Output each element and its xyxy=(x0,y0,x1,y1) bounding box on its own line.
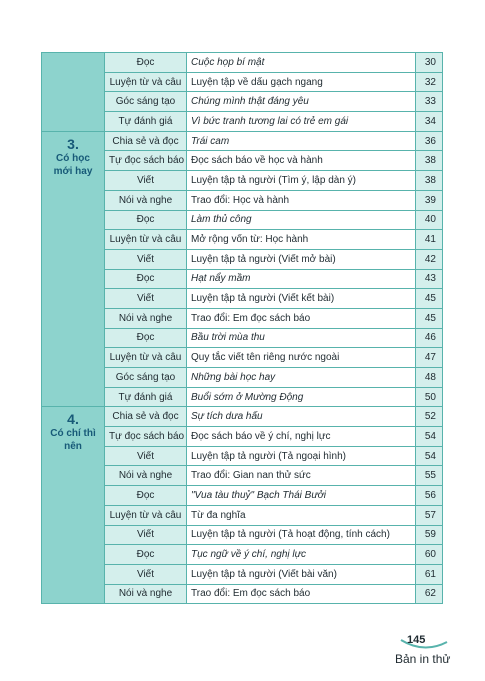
unit-cell xyxy=(42,407,105,604)
activity-cell: Đọc xyxy=(105,545,187,565)
activity-cell: Đọc xyxy=(105,328,187,348)
page-cell: 38 xyxy=(416,171,443,191)
activity-cell: Viết xyxy=(105,446,187,466)
lesson-title-cell: Làm thủ công xyxy=(187,210,416,230)
lesson-title-cell: Luyện tập tả người (Tả hoạt động, tính cách) xyxy=(187,525,416,545)
unit-number: 4. xyxy=(67,411,79,428)
activity-cell: Luyện từ và câu xyxy=(105,230,187,250)
page-cell: 32 xyxy=(416,72,443,92)
page-cell: 45 xyxy=(416,308,443,328)
unit-cell xyxy=(42,131,105,407)
activity-cell: Đọc xyxy=(105,210,187,230)
activity-cell: Luyện từ và câu xyxy=(105,505,187,525)
lesson-title-cell: Trao đổi: Gian nan thử sức xyxy=(187,466,416,486)
lesson-title-cell: Mở rộng vốn từ: Học hành xyxy=(187,230,416,250)
activity-cell: Góc sáng tạo xyxy=(105,92,187,112)
page-cell: 33 xyxy=(416,92,443,112)
activity-cell: Chia sẻ và đọc xyxy=(105,131,187,151)
lesson-title-cell: Vì bức tranh tương lai có trẻ em gái xyxy=(187,112,416,132)
activity-cell: Tự đọc sách báo xyxy=(105,151,187,171)
activity-cell: Đọc xyxy=(105,269,187,289)
footer-note: Bản in thử xyxy=(395,652,451,666)
page-cell: 42 xyxy=(416,249,443,269)
page-cell: 38 xyxy=(416,151,443,171)
lesson-title-cell: Luyện tập tả người (Tìm ý, lập dàn ý) xyxy=(187,171,416,191)
page-cell: 55 xyxy=(416,466,443,486)
page-cell: 39 xyxy=(416,190,443,210)
table-of-contents xyxy=(41,52,443,604)
lesson-title-cell: Trao đổi: Em đọc sách báo xyxy=(187,584,416,604)
page-cell: 54 xyxy=(416,446,443,466)
page-cell: 50 xyxy=(416,387,443,407)
activity-cell: Nói và nghe xyxy=(105,308,187,328)
activity-cell: Viết xyxy=(105,564,187,584)
activity-cell: Luyện từ và câu xyxy=(105,348,187,368)
unit-cell xyxy=(42,53,105,132)
page-cell: 30 xyxy=(416,53,443,73)
lesson-title-cell: Những bài học hay xyxy=(187,368,416,388)
lesson-title-cell: Trái cam xyxy=(187,131,416,151)
table-row xyxy=(42,407,443,427)
lesson-title-cell: Trao đổi: Em đọc sách báo xyxy=(187,308,416,328)
page-cell: 47 xyxy=(416,348,443,368)
table-row xyxy=(42,53,443,73)
page-cell: 36 xyxy=(416,131,443,151)
activity-cell: Viết xyxy=(105,249,187,269)
lesson-title-cell: Sự tích dưa hấu xyxy=(187,407,416,427)
lesson-title-cell: Bầu trời mùa thu xyxy=(187,328,416,348)
page-cell: 57 xyxy=(416,505,443,525)
page-cell: 52 xyxy=(416,407,443,427)
lesson-title-cell: Cuộc họp bí mật xyxy=(187,53,416,73)
activity-cell: Góc sáng tạo xyxy=(105,368,187,388)
lesson-title-cell: "Vua tàu thuỷ" Bạch Thái Bưởi xyxy=(187,486,416,506)
activity-cell: Luyện từ và câu xyxy=(105,72,187,92)
page-cell: 59 xyxy=(416,525,443,545)
page-cell: 61 xyxy=(416,564,443,584)
activity-cell: Nói và nghe xyxy=(105,466,187,486)
unit-number: 3. xyxy=(67,135,79,152)
lesson-title-cell: Hạt nẩy mầm xyxy=(187,269,416,289)
lesson-title-cell: Luyện tập tả người (Viết mở bài) xyxy=(187,249,416,269)
page-cell: 56 xyxy=(416,486,443,506)
activity-cell: Nói và nghe xyxy=(105,190,187,210)
page-cell: 41 xyxy=(416,230,443,250)
lesson-title-cell: Luyện tập tả người (Tả ngoại hình) xyxy=(187,446,416,466)
lesson-title-cell: Đọc sách báo về ý chí, nghị lực xyxy=(187,427,416,447)
lesson-title-cell: Đọc sách báo về học và hành xyxy=(187,151,416,171)
table-row xyxy=(42,131,443,151)
page-cell: 34 xyxy=(416,112,443,132)
unit-name: Có chí thì nên xyxy=(50,428,96,453)
activity-cell: Viết xyxy=(105,289,187,309)
lesson-title-cell: Tục ngữ về ý chí, nghị lực xyxy=(187,545,416,565)
page-cell: 60 xyxy=(416,545,443,565)
lesson-title-cell: Luyện tập tả người (Viết kết bài) xyxy=(187,289,416,309)
lesson-title-cell: Luyện tập về dấu gạch ngang xyxy=(187,72,416,92)
lesson-title-cell: Trao đổi: Học và hành xyxy=(187,190,416,210)
page-cell: 62 xyxy=(416,584,443,604)
activity-cell: Tự đánh giá xyxy=(105,387,187,407)
lesson-title-cell: Luyện tập tả người (Viết bài văn) xyxy=(187,564,416,584)
page-cell: 45 xyxy=(416,289,443,309)
page-cell: 54 xyxy=(416,427,443,447)
activity-cell: Tự đọc sách báo xyxy=(105,427,187,447)
page-number: 145 xyxy=(407,634,426,646)
activity-cell: Nói và nghe xyxy=(105,584,187,604)
unit-name: Có học mới hay xyxy=(53,152,93,177)
activity-cell: Viết xyxy=(105,525,187,545)
activity-cell: Tự đánh giá xyxy=(105,112,187,132)
lesson-title-cell: Quy tắc viết tên riêng nước ngoài xyxy=(187,348,416,368)
activity-cell: Viết xyxy=(105,171,187,191)
activity-cell: Đọc xyxy=(105,53,187,73)
activity-cell: Chia sẻ và đọc xyxy=(105,407,187,427)
page-cell: 43 xyxy=(416,269,443,289)
page-cell: 46 xyxy=(416,328,443,348)
activity-cell: Đọc xyxy=(105,486,187,506)
page-cell: 48 xyxy=(416,368,443,388)
lesson-title-cell: Buổi sớm ở Mường Động xyxy=(187,387,416,407)
lesson-title-cell: Chúng mình thật đáng yêu xyxy=(187,92,416,112)
lesson-title-cell: Từ đa nghĩa xyxy=(187,505,416,525)
page-cell: 40 xyxy=(416,210,443,230)
